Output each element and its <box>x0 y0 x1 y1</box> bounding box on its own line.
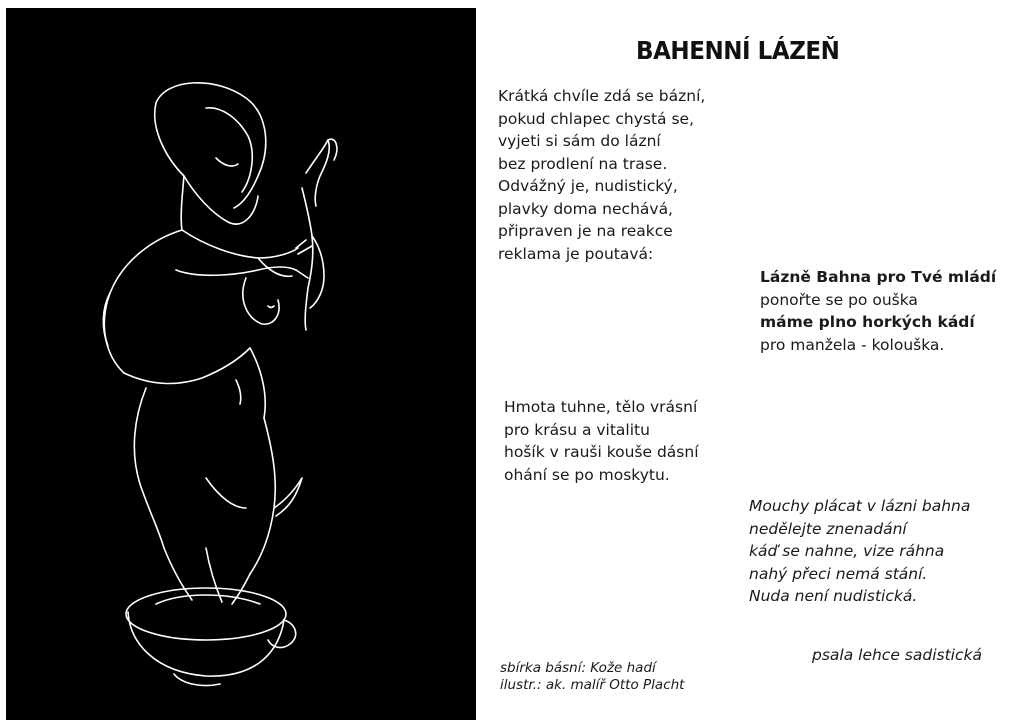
verse-line: káď se nahne, vize ráhna <box>749 542 945 560</box>
author-signature: psala lehce sadistická <box>812 646 982 664</box>
verse-line: nedělejte znenadání <box>749 519 907 538</box>
verse-line: Mouchy plácat v lázni bahna <box>749 497 971 515</box>
stanza-4 <box>749 495 970 608</box>
verse-line: plavky doma nechává, <box>498 199 673 218</box>
verse-line: Lázně Bahna pro Tvé mládí <box>760 268 997 286</box>
illustration-panel <box>6 8 476 720</box>
verse-line: máme plno horkých kádí <box>760 313 975 331</box>
verse-line: pro manžela - kolouška. <box>760 335 945 354</box>
verse-line: Krátká chvíle zdá se bázní, <box>498 87 706 105</box>
verse-line: vyjeti si sám do lázní <box>498 132 661 150</box>
verse-line: bez prodlení na trase. <box>498 154 668 173</box>
verse-line: Nuda není nudistická. <box>749 587 918 605</box>
line-drawing-figure-in-tub <box>6 8 476 720</box>
verse-line: Hmota tuhne, tělo vrásní <box>504 398 698 416</box>
stanza-2-advertisement <box>760 266 996 356</box>
verse-line: ohání se po moskytu. <box>504 465 670 484</box>
stanza-1 <box>498 85 705 265</box>
verse-line: pokud chlapec chystá se, <box>498 109 695 128</box>
verse-line: reklama je poutavá: <box>498 244 654 263</box>
poem-title: BAHENNÍ LÁZEŇ <box>636 36 840 65</box>
stanza-3 <box>504 396 699 486</box>
verse-line: Odvážný je, nudistický, <box>498 177 678 195</box>
verse-line: připraven je na reakce <box>498 222 673 240</box>
verse-line: nahý přeci nemá stání. <box>749 564 928 583</box>
verse-line: hošík v rauši kouše dásní <box>504 443 699 461</box>
verse-line: pro krásu a vitalitu <box>504 420 650 439</box>
collection-credit: sbírka básní: Kože hadí <box>500 660 656 676</box>
verse-line: ponořte se po ouška <box>760 290 918 309</box>
credits <box>500 660 684 694</box>
illustrator-credit: ilustr.: ak. malíř Otto Placht <box>500 677 685 693</box>
